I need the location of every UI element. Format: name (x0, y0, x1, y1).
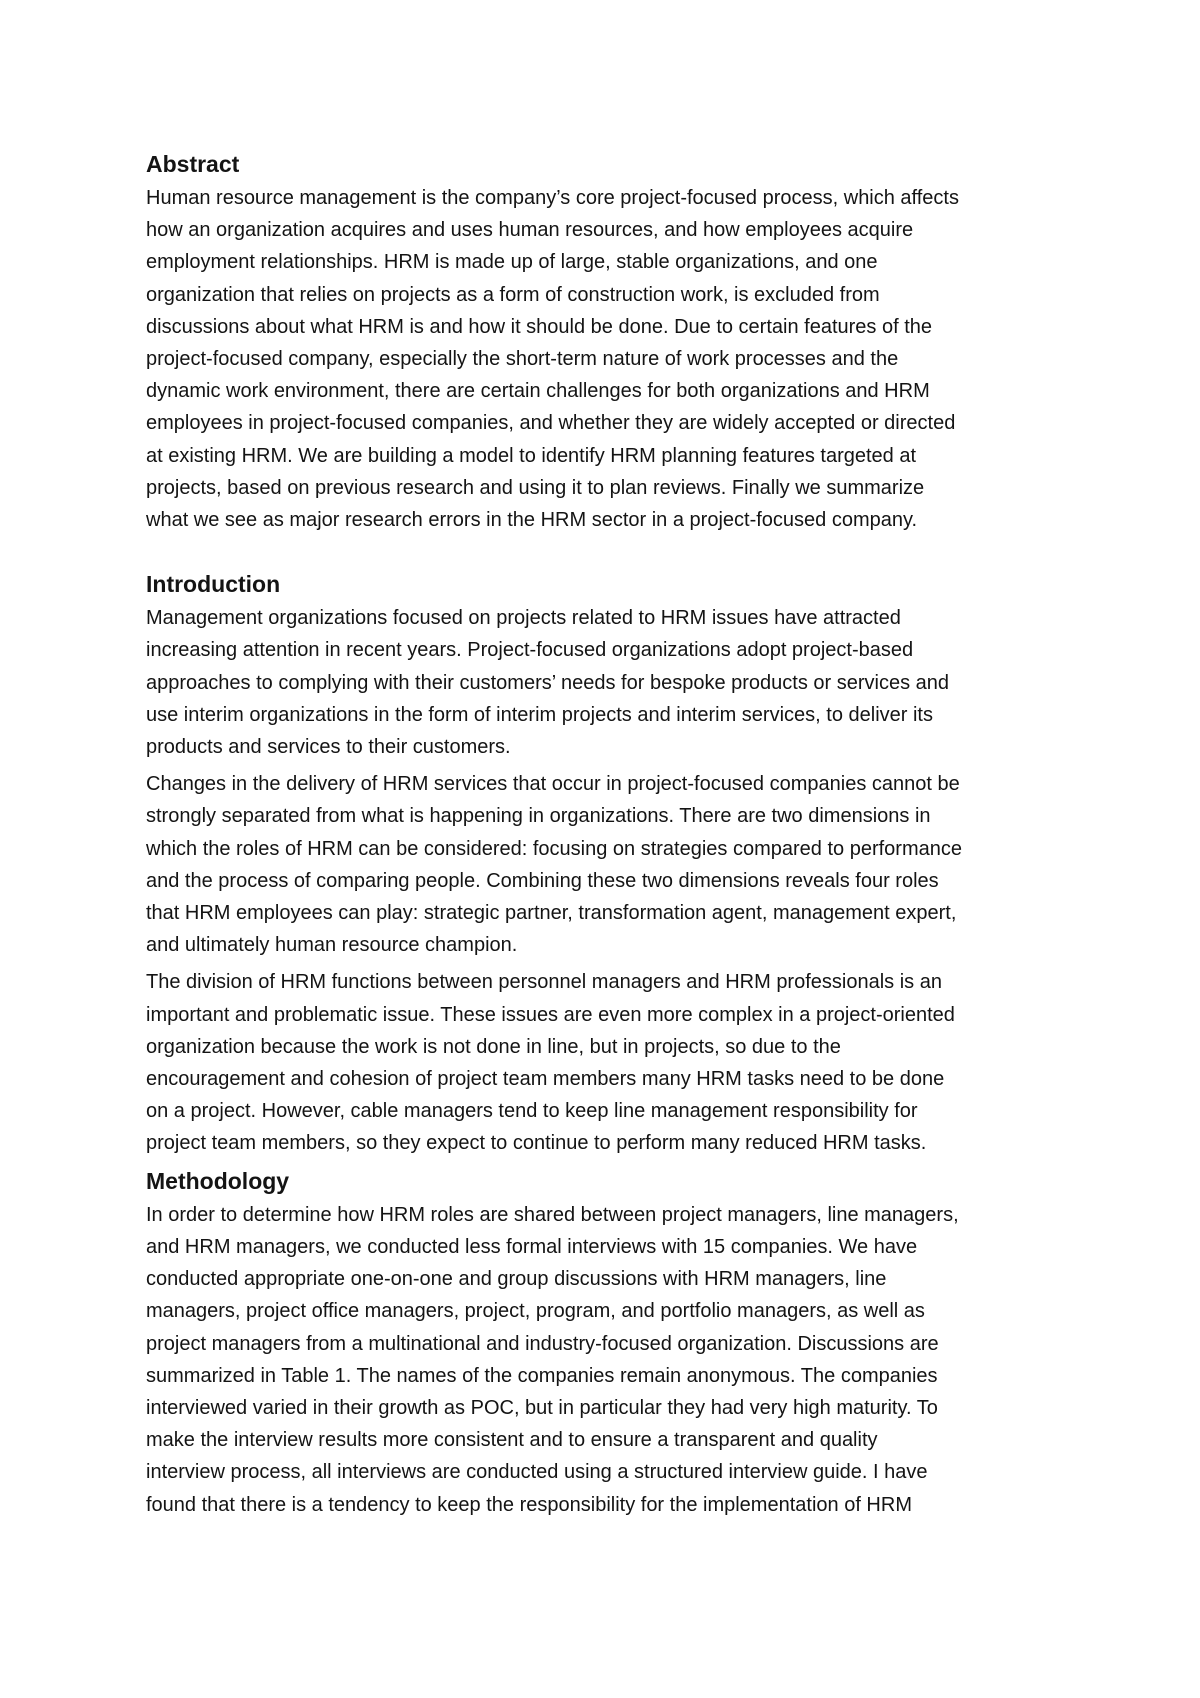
methodology-heading: Methodology (146, 1167, 290, 1194)
methodology-paragraph: In order to determine how HRM roles are shared between project managers, line managers, and HRM managers, we conducted less formal interviews with 15 companies. We have conducted appropriate one-on-one and group discussions with HRM managers, line managers, project office managers, project, program, and portfolio managers, as well as project managers from a multinational and industry-focused organization. Discussions are summarized in Table 1. The names of the companies remain anonymous. The companies interviewed varied in their growth as POC, but in particular they had very high maturity. To make the interview results more consistent and to ensure a transparent and quality interview process, all interviews are conducted using a structured interview guide. I have found that there is a tendency to keep the responsibility for the implementation of HRM (146, 1203, 959, 1516)
introduction-paragraph-2: Changes in the delivery of HRM services that occur in project-focused companies cannot be strongly separated from what is happening in organizations. There are two dimensions in which the roles of HRM can be considered: focusing on strategies compared to performance and the process of comparing people. Combining these two dimensions reveals four roles that HRM employees can play: strategic partner, transformation agent, management expert, and ultimately human resource champion. (146, 773, 962, 957)
abstract-section (146, 148, 1066, 536)
introduction-section (146, 568, 1066, 1159)
introduction-paragraph-3: The division of HRM functions between personnel managers and HRM professionals is an important and problematic issue. These issues are even more complex in a project-oriented organization because the work is not done in line, but in projects, so due to the encouragement and cohesion of project team members many HRM tasks need to be done on a project. However, cable managers tend to keep line management responsibility for project team members, so they expect to continue to perform many reduced HRM tasks. (146, 971, 955, 1155)
introduction-paragraph-1: Management organizations focused on projects related to HRM issues have attracted increasing attention in recent years. Project-focused organizations adopt project-based approaches to complying with their customers’ needs for bespoke products or services and use interim organizations in the form of interim projects and interim services, to deliver its products and services to their customers. (146, 607, 949, 759)
introduction-heading: Introduction (146, 571, 281, 598)
section-spacer (146, 536, 1066, 568)
abstract-paragraph: Human resource management is the company’s core project-focused process, which affects how an organization acquires and uses human resources, and how employees acquire employment relationships. HRM is made up of large, stable organizations, and one organization that relies on projects as a form of construction work, is excluded from discussions about what HRM is and how it should be done. Due to certain features of the project-focused company, especially the short-term nature of work processes and the dynamic work environment, there are certain challenges for both organizations and HRM employees in project-focused companies, and whether they are widely accepted or directed at existing HRM. We are building a model to identify HRM planning features targeted at projects, based on previous research and using it to plan reviews. Finally we summarize what we see as major research errors in the HRM sector in a project-focused company. (146, 187, 959, 532)
document-page (146, 148, 1066, 1521)
abstract-heading: Abstract (146, 151, 240, 177)
methodology-section (146, 1165, 1066, 1521)
